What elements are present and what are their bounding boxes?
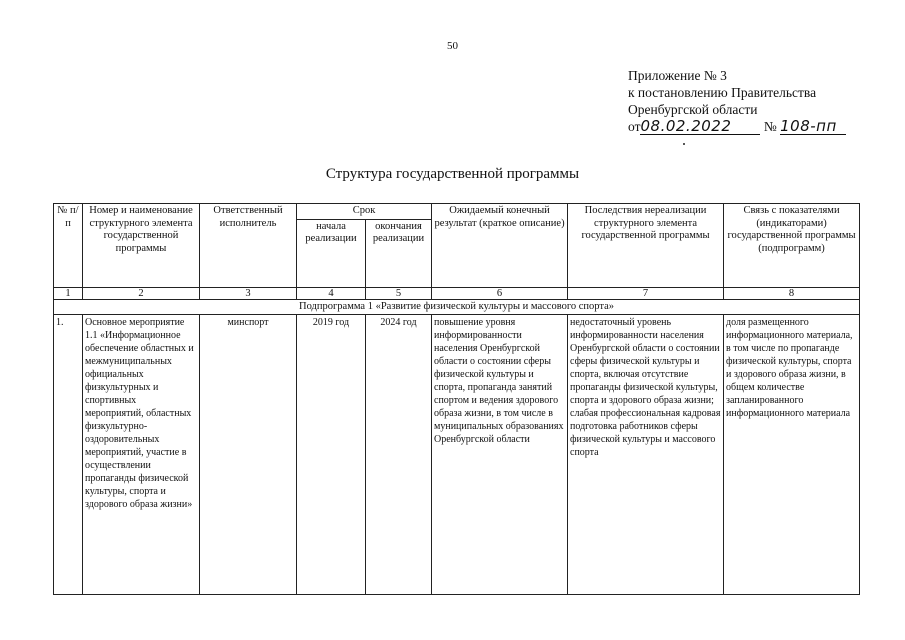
header-number: № п/п <box>54 204 83 288</box>
header-term: Срок <box>297 204 432 220</box>
row-indicators: доля размещенного информационного материала, в том числе по пропаганде физической культуры, спорта и здорового образа жизни, в общем количестве запланированного информационного материала <box>724 314 860 594</box>
row-executor: минспорт <box>200 314 297 594</box>
column-number: 6 <box>432 287 568 299</box>
header-consequences: Последствия нереализации структурного элемента государственной программы <box>568 204 724 288</box>
column-number-row <box>54 287 860 299</box>
column-number: 4 <box>297 287 366 299</box>
appendix-line-3: Оренбургской области <box>628 102 758 117</box>
header-indicators: Связь с показателями (индикаторами) государственной программы (подпрограмм) <box>724 204 860 288</box>
table-row <box>54 314 860 594</box>
column-number: 5 <box>366 287 432 299</box>
column-number: 3 <box>200 287 297 299</box>
header-start: начала реализации <box>297 219 366 287</box>
appendix-date-line <box>628 118 846 135</box>
header-element-name: Номер и наименование структурного элемента государственной программы <box>83 204 200 288</box>
document-title: Структура государственной программы <box>325 166 580 182</box>
date-prefix: от <box>628 119 641 134</box>
row-consequences: недостаточный уровень информированности населения Оренбургской области о состоянии сферы физической культуры и спорта, включая отсутствие пропаганды физической культуры, спорта и здорового образа жизни; слабая профессиональная кадровая подготовка работников сферы физической культуры и массового спорта <box>568 314 724 594</box>
row-end: 2024 год <box>366 314 432 594</box>
header-expected-result: Ожидаемый конечный результат (краткое описание) <box>432 204 568 288</box>
handwritten-number: 108-пп <box>780 119 846 135</box>
page-number: 50 <box>447 40 458 52</box>
subprogram-row <box>54 299 860 314</box>
column-number: 1 <box>54 287 83 299</box>
row-expected-result: повышение уровня информированности населения Оренбургской области о состоянии сферы физической культуры и спорта, пропаганда занятий спортом и ведения здорового образа жизни, в том числе в муниципальных образованиях Оренбургской области <box>432 314 568 594</box>
row-number: 1. <box>54 314 83 594</box>
header-executor: Ответственный исполнитель <box>200 204 297 288</box>
subprogram-title: Подпрограмма 1 «Развитие физической культуры и массового спорта» <box>54 299 860 314</box>
handwritten-date: 08.02.2022 <box>640 119 760 135</box>
column-number: 2 <box>83 287 200 299</box>
structure-table <box>53 203 860 595</box>
appendix-line-1: Приложение № 3 <box>628 68 727 83</box>
stray-dot <box>683 143 685 145</box>
number-prefix: № <box>763 119 777 134</box>
appendix-line-2: к постановлению Правительства <box>628 85 817 100</box>
column-number: 8 <box>724 287 860 299</box>
header-end: окончания реализации <box>366 219 432 287</box>
row-element-name: Основное мероприятие 1.1 «Информационное обеспечение областных и межмуниципальных официальных физкультурных и спортивных мероприятий, областных физкультурно-оздоровительных мероприятий, участие в осуществлении пропаганды физической культуры, спорта и здорового образа жизни» <box>83 314 200 594</box>
column-number: 7 <box>568 287 724 299</box>
appendix-block <box>628 67 846 135</box>
row-start: 2019 год <box>297 314 366 594</box>
